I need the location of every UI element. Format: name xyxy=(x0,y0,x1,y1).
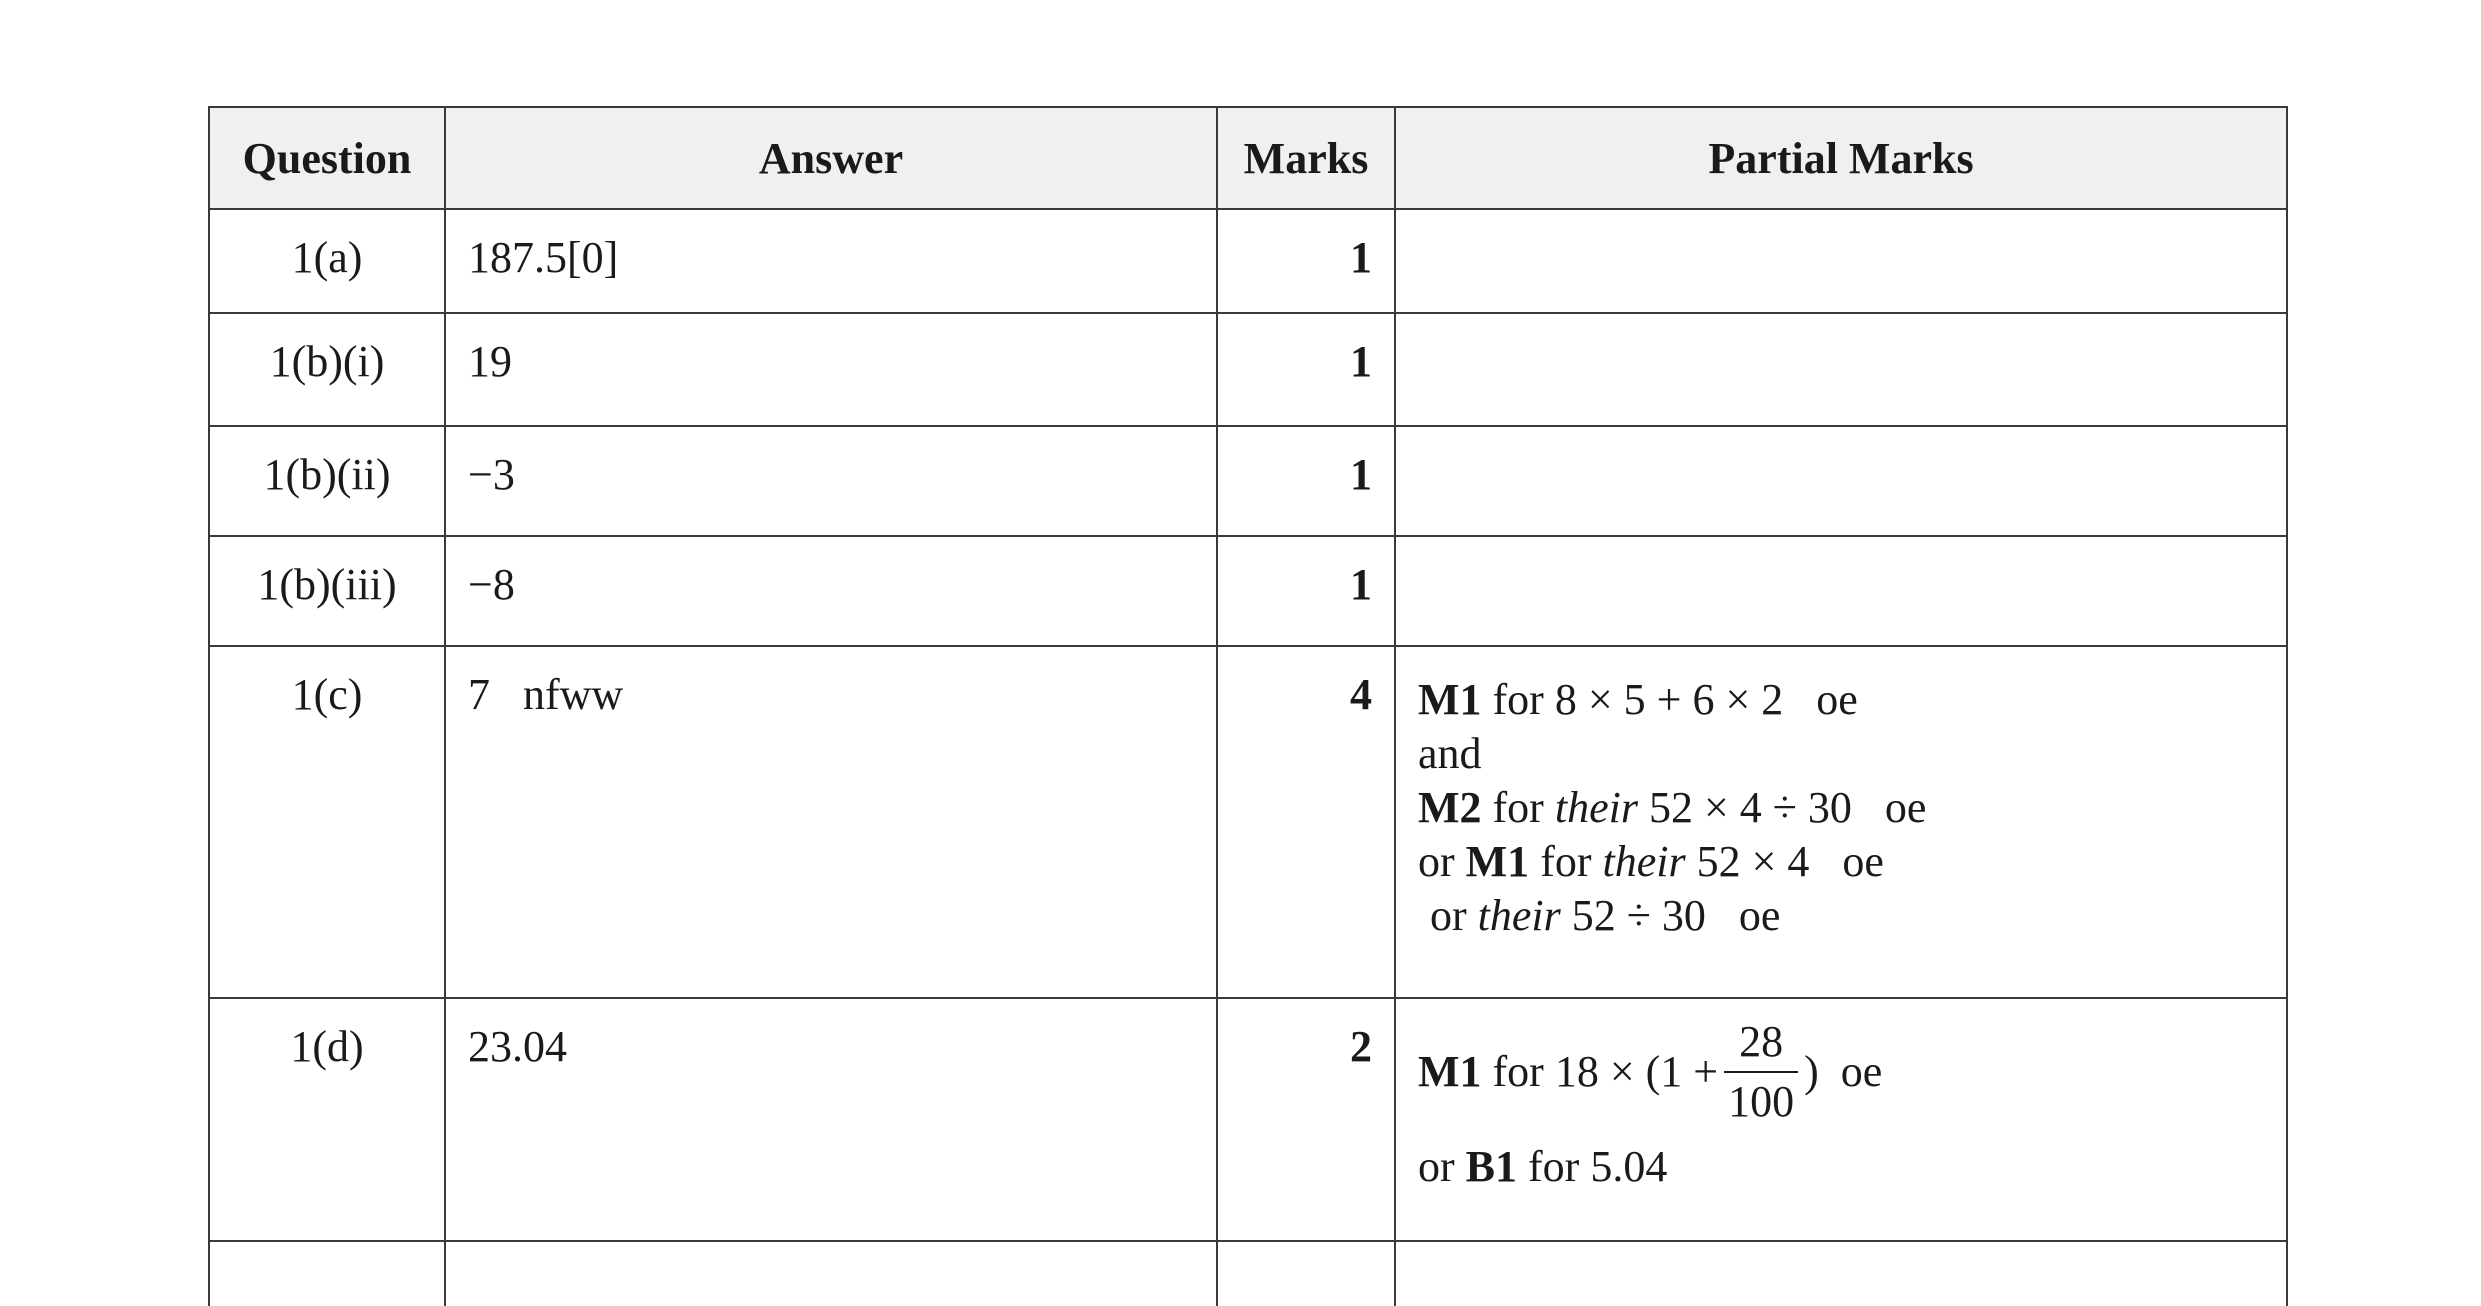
partial-text: for xyxy=(1529,837,1603,887)
answer-cell: 187.5[0] xyxy=(445,209,1217,313)
marks-cell: 4 xyxy=(1217,646,1395,998)
answer-cell: 7 nfww xyxy=(445,646,1217,998)
question-cell: 1(b)(iii) xyxy=(209,536,445,646)
partial-text: 52 × 4 oe xyxy=(1685,837,1884,887)
partial-line xyxy=(1418,673,2286,727)
mark-code: M1 xyxy=(1418,1047,1482,1097)
mark-scheme-table xyxy=(208,106,2288,1306)
partial-marks-cell xyxy=(1395,209,2287,313)
partial-line xyxy=(1418,1007,2286,1137)
fraction xyxy=(1724,1013,1798,1131)
table-row xyxy=(209,536,2287,646)
mark-code: B1 xyxy=(1465,1142,1518,1192)
table-row xyxy=(209,426,2287,536)
partial-text: and xyxy=(1418,729,1482,779)
partial-text: or xyxy=(1430,891,1478,941)
answer-cell xyxy=(445,1241,1217,1306)
partial-text: for 18 × (1 + xyxy=(1481,1047,1719,1097)
partial-line xyxy=(1418,889,2286,943)
partial-line xyxy=(1418,835,2286,889)
marks-cell xyxy=(1217,1241,1395,1306)
answer-cell: −3 xyxy=(445,426,1217,536)
partial-marks-cell xyxy=(1395,998,2287,1241)
partial-marks-cell xyxy=(1395,1241,2287,1306)
answer-cell: −8 xyxy=(445,536,1217,646)
header-answer: Answer xyxy=(445,107,1217,209)
partial-text: for xyxy=(1481,783,1555,833)
partial-line xyxy=(1418,727,2286,781)
partial-text: 52 × 4 ÷ 30 oe xyxy=(1637,783,1927,833)
table-row xyxy=(209,1241,2287,1306)
table-row xyxy=(209,313,2287,426)
header-marks: Marks xyxy=(1217,107,1395,209)
mark-code: M2 xyxy=(1418,783,1482,833)
table-row xyxy=(209,646,2287,998)
partial-marks-cell xyxy=(1395,646,2287,998)
question-cell: 1(b)(i) xyxy=(209,313,445,426)
marks-cell: 2 xyxy=(1217,998,1395,1241)
mark-code: M1 xyxy=(1465,837,1530,887)
partial-italic: their xyxy=(1554,783,1638,833)
header-partial-marks: Partial Marks xyxy=(1395,107,2287,209)
partial-text: or xyxy=(1418,837,1466,887)
partial-text: 52 ÷ 30 oe xyxy=(1560,891,1781,941)
fraction-denominator: 100 xyxy=(1728,1077,1795,1127)
header-question: Question xyxy=(209,107,445,209)
marks-cell: 1 xyxy=(1217,209,1395,313)
question-cell xyxy=(209,1241,445,1306)
partial-text: for 8 × 5 + 6 × 2 oe xyxy=(1481,675,1858,725)
partial-text: ) oe xyxy=(1804,1047,1883,1097)
answer-cell: 19 xyxy=(445,313,1217,426)
question-cell: 1(d) xyxy=(209,998,445,1241)
marks-cell: 1 xyxy=(1217,313,1395,426)
question-cell: 1(b)(ii) xyxy=(209,426,445,536)
partial-italic: their xyxy=(1602,837,1686,887)
partial-italic: their xyxy=(1477,891,1561,941)
marks-cell: 1 xyxy=(1217,426,1395,536)
marks-cell: 1 xyxy=(1217,536,1395,646)
header-row xyxy=(209,107,2287,209)
partial-line xyxy=(1418,781,2286,835)
partial-marks-cell xyxy=(1395,313,2287,426)
question-cell: 1(a) xyxy=(209,209,445,313)
partial-marks-cell xyxy=(1395,426,2287,536)
table-row xyxy=(209,998,2287,1241)
answer-cell: 23.04 xyxy=(445,998,1217,1241)
partial-line xyxy=(1418,1137,2286,1197)
partial-text: for 5.04 xyxy=(1517,1142,1668,1192)
partial-marks-cell xyxy=(1395,536,2287,646)
table-row xyxy=(209,209,2287,313)
fraction-numerator: 28 xyxy=(1724,1013,1798,1073)
mark-code: M1 xyxy=(1418,675,1482,725)
question-cell: 1(c) xyxy=(209,646,445,998)
partial-text: or xyxy=(1418,1142,1466,1192)
